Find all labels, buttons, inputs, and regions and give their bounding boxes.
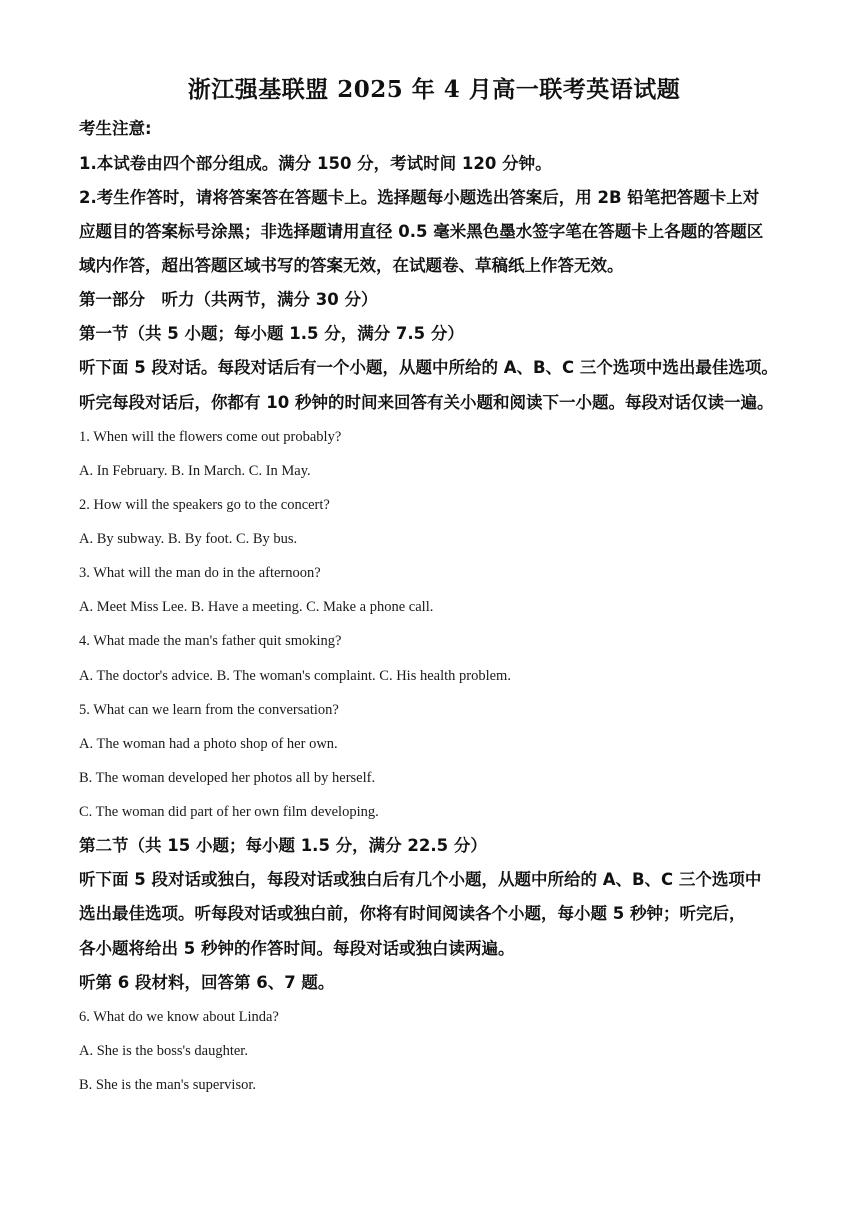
question-2: 2. How will the speakers go to the concert?	[79, 497, 330, 513]
section1-instruction-1: 听下面 5 段对话。每段对话后有一个小题，从题中所给的 A、B、C 三个选项中选出最佳选项。	[79, 358, 778, 377]
question-5-option-c: C. The woman did part of her own film developing.	[79, 804, 379, 820]
section2-instruction-3: 各小题将给出 5 秒钟的作答时间。每段对话或独白读两遍。	[79, 939, 515, 958]
question-5-option-b: B. The woman developed her photos all by herself.	[79, 770, 376, 786]
question-1: 1. When will the flowers come out probably?	[79, 429, 342, 445]
notice-heading: 考生注意:	[79, 119, 152, 138]
exam-title: 浙江强基联盟 2025 年 4 月高一联考英语试题	[187, 76, 681, 103]
notice-item-1: 1.本试卷由四个部分组成。满分 150 分，考试时间 120 分钟。	[79, 154, 552, 173]
question-2-options: A. By subway. B. By foot. C. By bus.	[79, 531, 298, 547]
section2-instruction-1: 听下面 5 段对话或独白，每段对话或独白后有几个小题，从题中所给的 A、B、C 三个选项中	[79, 870, 762, 889]
question-6-option-a: A. She is the boss's daughter.	[79, 1043, 248, 1059]
question-1-options: A. In February. B. In March. C. In May.	[79, 463, 311, 479]
question-4: 4. What made the man's father quit smoking?	[79, 633, 342, 649]
question-5: 5. What can we learn from the conversation?	[79, 702, 339, 718]
part1-heading: 第一部分 听力（共两节，满分 30 分）	[79, 290, 378, 309]
question-6: 6. What do we know about Linda?	[79, 1009, 279, 1025]
material-6-heading: 听第 6 段材料，回答第 6、7 题。	[79, 973, 335, 992]
notice-item-2-line-2: 应题目的答案标号涂黑；非选择题请用直径 0.5 毫米黑色墨水签字笔在答题卡上各题的答题区	[79, 222, 764, 241]
question-3: 3. What will the man do in the afternoon?	[79, 565, 321, 581]
section1-instruction-2: 听完每段对话后，你都有 10 秒钟的时间来回答有关小题和阅读下一小题。每段对话仅读一遍。	[79, 393, 774, 412]
question-4-options: A. The doctor's advice. B. The woman's complaint. C. His health problem.	[79, 668, 511, 684]
notice-item-2-line-1: 2.考生作答时，请将答案答在答题卡上。选择题每小题选出答案后，用 2B 铅笔把答题卡上对	[79, 188, 760, 207]
question-3-options: A. Meet Miss Lee. B. Have a meeting. C. Make a phone call.	[79, 599, 434, 615]
question-6-option-b: B. She is the man's supervisor.	[79, 1077, 257, 1093]
notice-item-2-line-3: 域内作答，超出答题区域书写的答案无效，在试题卷、草稿纸上作答无效。	[79, 256, 624, 275]
question-5-option-a: A. The woman had a photo shop of her own.	[79, 736, 338, 752]
section1-heading: 第一节（共 5 小题；每小题 1.5 分，满分 7.5 分）	[79, 324, 464, 343]
section2-instruction-2: 选出最佳选项。听每段对话或独白前，你将有时间阅读各个小题，每小题 5 秒钟；听完后，	[79, 904, 746, 923]
section2-heading: 第二节（共 15 小题；每小题 1.5 分，满分 22.5 分）	[79, 836, 487, 855]
